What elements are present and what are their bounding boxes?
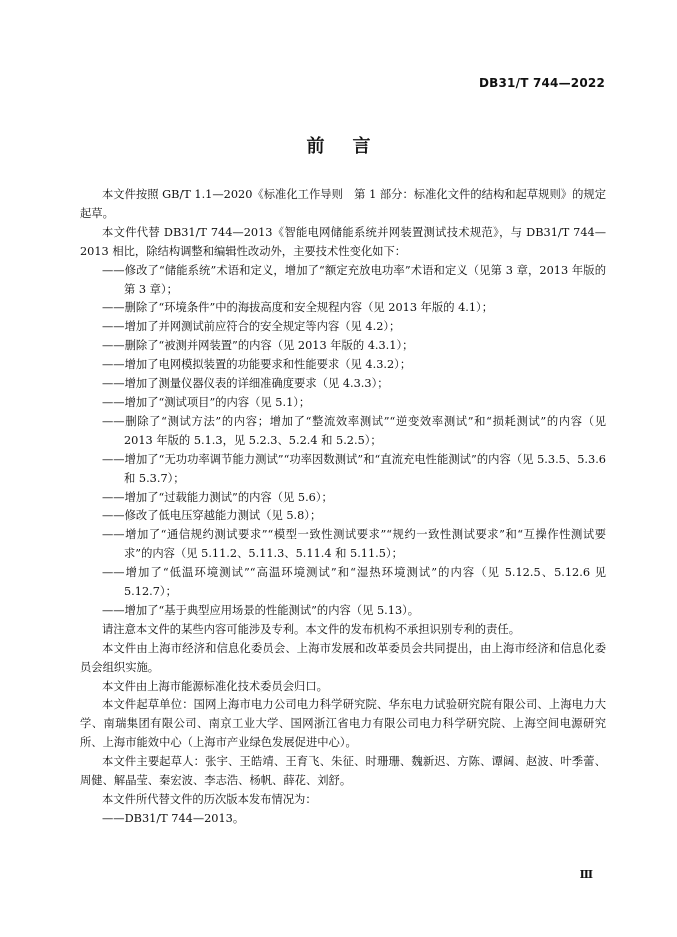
change-item: ——增加了“测试项目”的内容（见 5.1）； [102,395,311,409]
change-item: ——删除了“测试方法”的内容；增加了“整流效率测试”“逆变效率测试”和“损耗测试”的内容（见 2013 年版的 5.1.3，见 5.2.3、5.2.4 和 5.2.5）； [102,414,606,447]
change-item: ——删除了“被测并网装置”的内容（见 2013 年版的 4.3.1）； [102,339,414,353]
change-item: ——增加了“无功功率调节能力测试”“功率因数测试”和“直流充电性能测试”的内容（见 5.3.5、5.3.6 和 5.3.7）； [102,452,606,485]
change-item: ——增加了“过载能力测试”的内容（见 5.6）； [102,490,333,504]
change-item: ——增加了并网测试前应符合的安全规定等内容（见 4.2）； [102,320,401,334]
history-intro-paragraph: 本文件所代替文件的历次版本发布情况为： [102,793,317,806]
change-item: ——修改了“储能系统”术语和定义，增加了“额定充放电功率”术语和定义（见第 3 章，2013 年版的第 3 章）； [102,263,606,296]
committee-paragraph: 本文件由上海市能源标准化技术委员会归口。 [102,679,328,693]
proposer-paragraph: 本文件由上海市经济和信息化委员会、上海市发展和改革委员会共同提出，由上海市经济和信息化委员会组织实施。 [80,641,606,674]
drafting-units-paragraph: 本文件起草单位：国网上海市电力公司电力科学研究院、华东电力试验研究院有限公司、上海电力大学、南瑞集团有限公司、南京工业大学、国网浙江省电力有限公司电力科学研究院、上海空间电源研究所、上海市能效中心（上海市产业绿色发展促进中心）。 [80,698,606,750]
change-item: ——修改了低电压穿越能力测试（见 5.8）； [102,509,322,523]
intro-paragraph: 本文件按照 GB/T 1.1—2020《标准化工作导则 第 1 部分：标准化文件的结构和起草规则》的规定起草。 [80,188,606,220]
page-number: Ⅲ [579,868,593,881]
change-item: ——增加了“基于典型应用场景的性能测试”的内容（见 5.13）。 [102,603,420,617]
drafters-paragraph: 本文件主要起草人：张宇、王皓靖、王育飞、朱征、时珊珊、魏新迟、方陈、谭阔、赵波、叶季蕾、周健、解晶莹、秦宏波、李志浩、杨帆、薛花、刘舒。 [80,755,606,788]
page-title: 前言 [306,136,399,157]
patent-paragraph: 请注意本文件的某些内容可能涉及专利。本文件的发布机构不承担识别专利的责任。 [102,622,520,636]
change-item: ——增加了“通信规约测试要求”“模型一致性测试要求”“规约一致性测试要求”和“互操作性测试要求”的内容（见 5.11.2、5.11.3、5.11.4 和 5.11.5）； [102,528,606,561]
history-item: ——DB31/T 744—2013。 [102,811,245,825]
change-item: ——删除了“环境条件”中的海拔高度和安全规程内容（见 2013 年版的 4.1）； [102,301,494,315]
intro-paragraph: 本文件代替 DB31/T 744—2013《智能电网储能系统并网装置测试技术规范》，与 DB31/T 744—2013 相比，除结构调整和编辑性改动外，主要技术性变化如下： [80,225,606,258]
change-item: ——增加了电网模拟装置的功能要求和性能要求（见 4.3.2）； [102,358,412,372]
change-item: ——增加了测量仪器仪表的详细准确度要求（见 4.3.3）； [102,377,389,391]
document-body [80,186,606,829]
change-item: ——增加了“低温环境测试”“高温环境测试”和“湿热环境测试”的内容（见 5.12.5、5.12.6 见 5.12.7）； [102,566,606,599]
document-code: DB31/T 744—2022 [479,76,605,90]
